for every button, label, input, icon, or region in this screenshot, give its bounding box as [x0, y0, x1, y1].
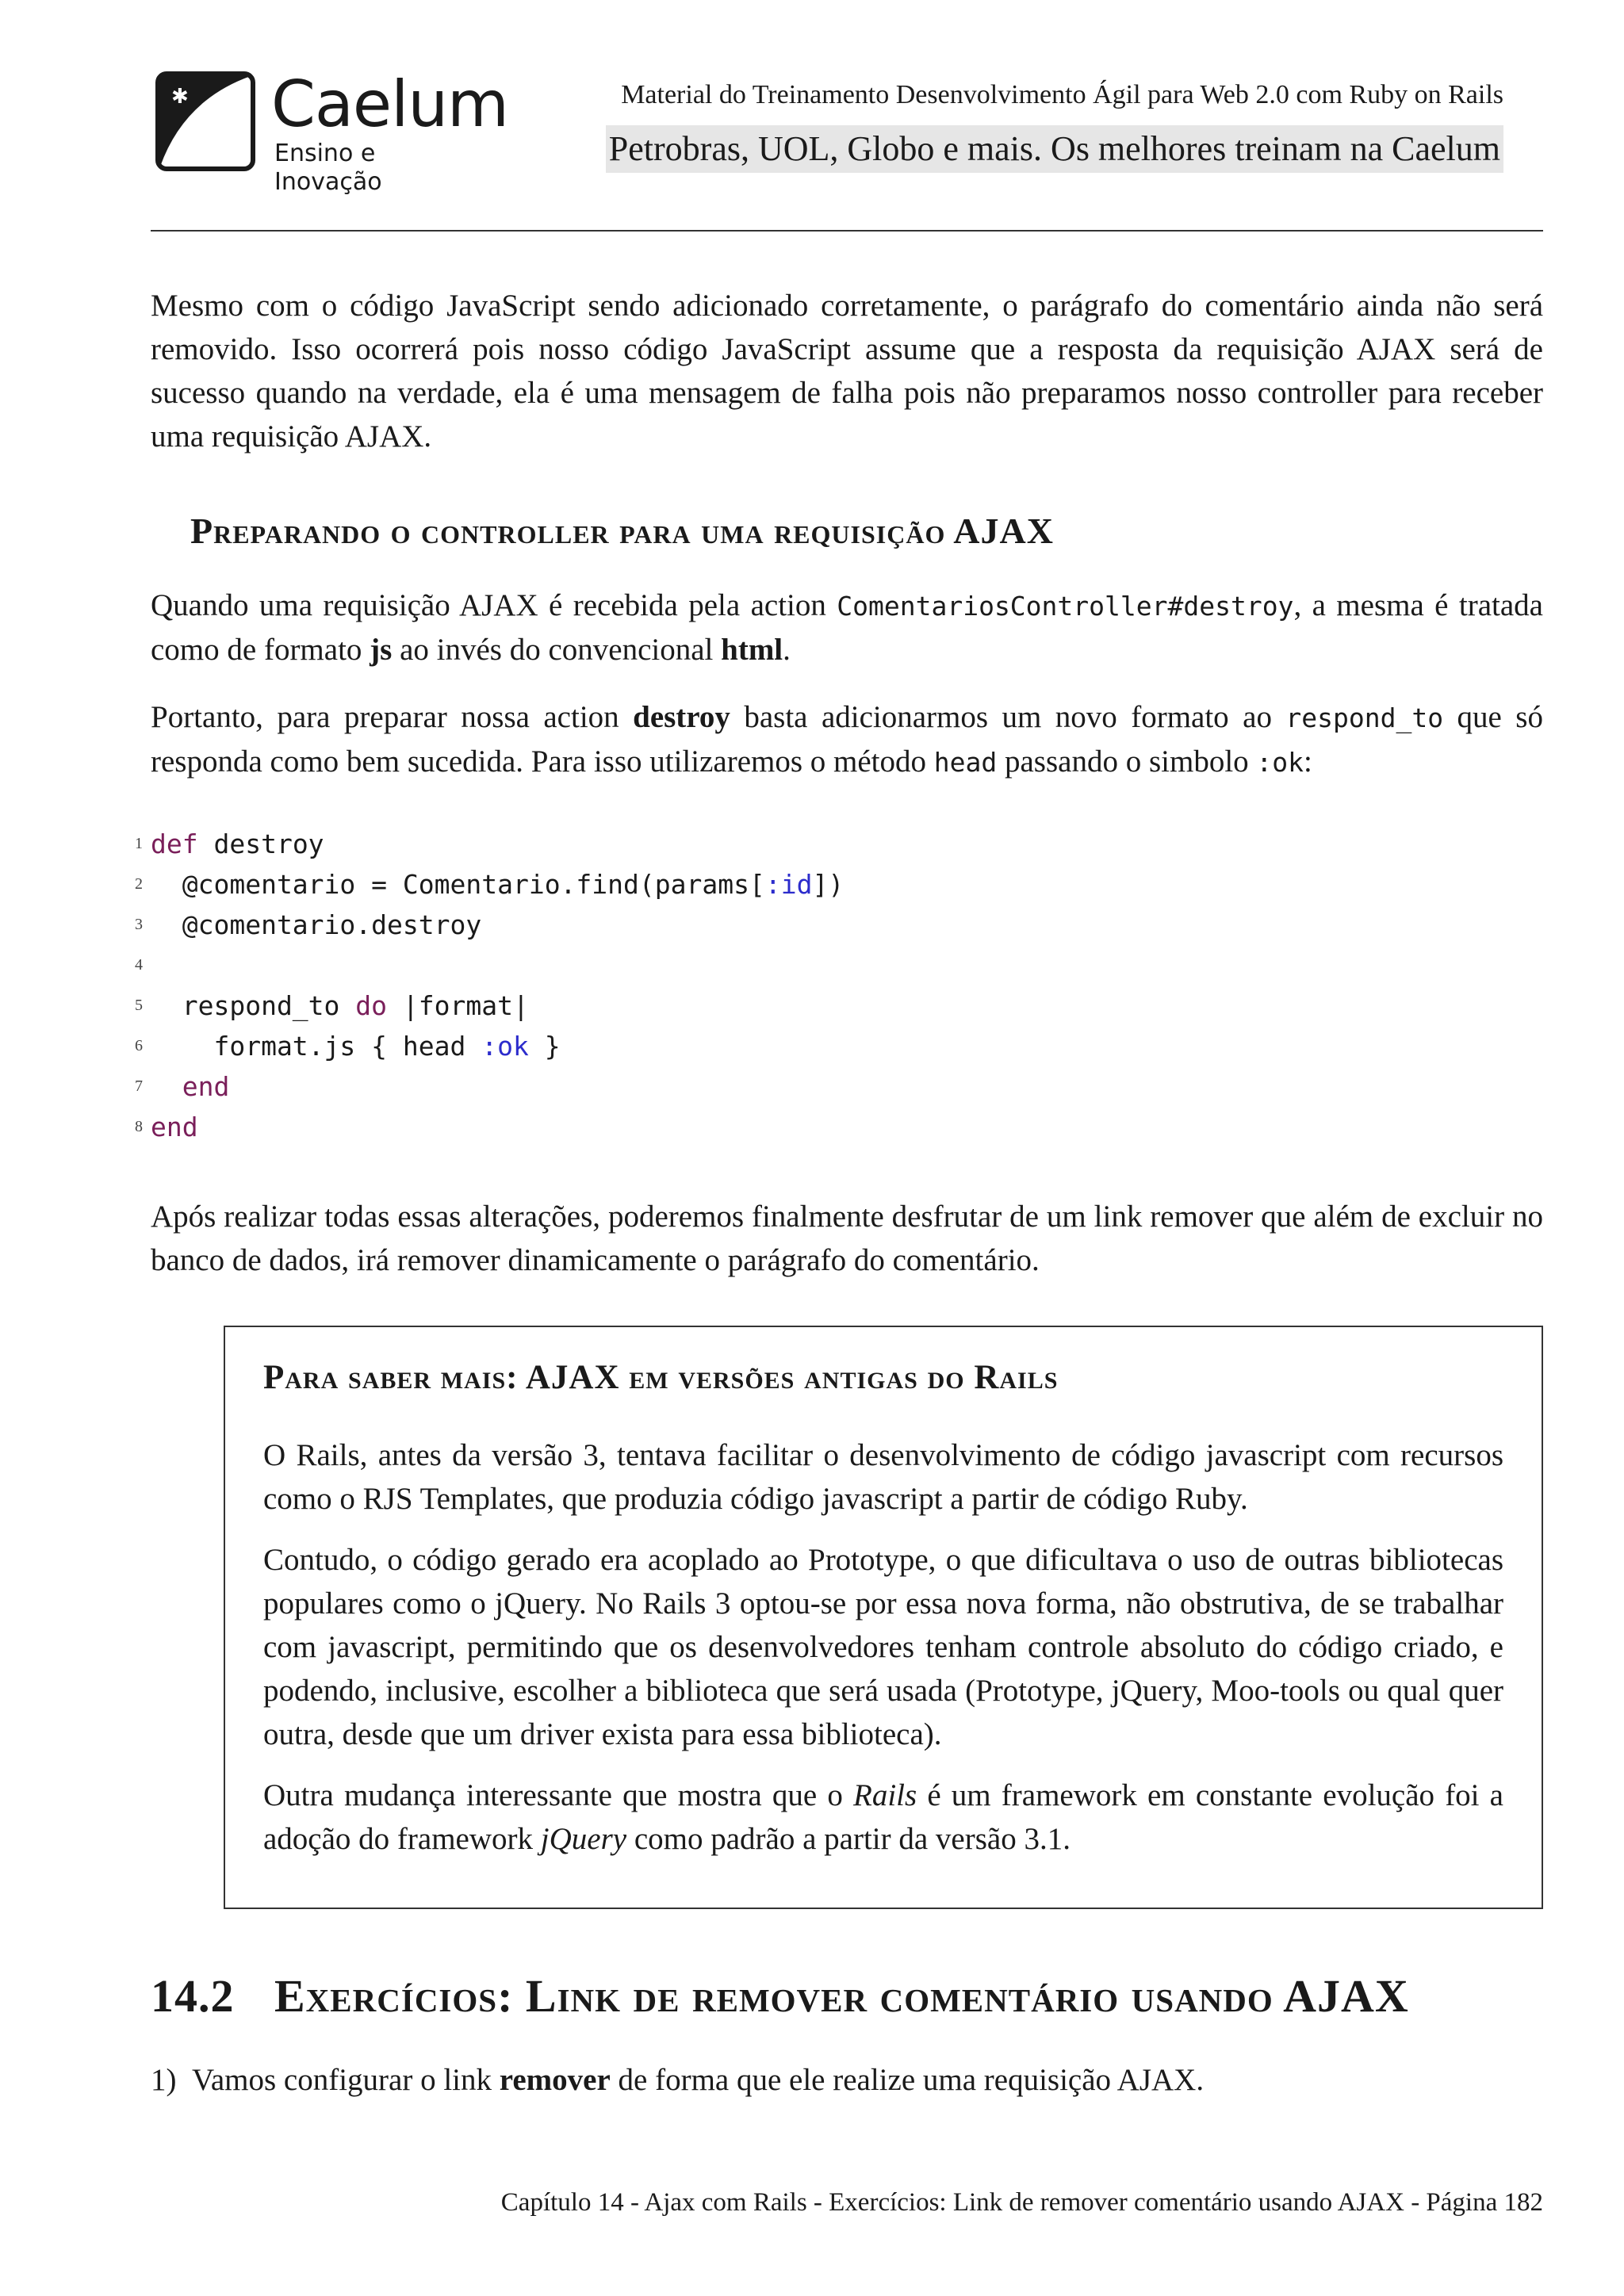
text-run: é um framework em constante evolução foi a adoção do framework — [263, 1778, 1503, 1856]
code-text: destroy — [197, 828, 324, 859]
inline-code: respond_to — [1285, 702, 1444, 733]
section-block — [151, 1966, 1543, 2102]
exercise-item — [151, 2058, 1543, 2102]
intro-paragraph: Mesmo com o código JavaScript sendo adicionado corretamente, o parágrafo do comentário ainda não será removido. Isso ocorrerá pois nosso código JavaScript assume que a resposta da requisição AJAX será de sucesso quando na verdade, ela é uma mensagem de falha pois não preparamos nosso controller para receber uma requisição AJAX. — [151, 289, 1543, 453]
after-code-paragraph: Após realizar todas essas alterações, poderemos finalmente desfrutar de um link remover que além de excluir no banco de dados, irá remover dinamicamente o parágrafo do comentário. — [151, 1200, 1543, 1277]
info-box-title: Para saber mais: AJAX em versões antigas do Rails — [263, 1359, 1059, 1396]
code-symbol: :ok — [481, 1031, 529, 1062]
page-footer: Capítulo 14 - Ajax com Rails - Exercícios: Link de remover comentário usando AJAX - Página 182 — [500, 2188, 1543, 2217]
text-run: Portanto, para preparar nossa action — [151, 700, 634, 734]
header-divider — [151, 230, 1543, 232]
code-text: |format| — [387, 990, 529, 1021]
line-number: 4 — [135, 956, 143, 974]
code-text: } — [528, 1031, 561, 1062]
bold-term: js — [370, 633, 393, 667]
code-text: respond_to — [151, 990, 356, 1021]
code-line — [135, 1107, 1543, 1147]
subsection-paragraph-1 — [151, 584, 1543, 672]
text-run: . — [783, 633, 791, 667]
text-run: , a mesma é tratada como de formato — [151, 588, 1543, 667]
inline-code: :ok — [1256, 747, 1304, 778]
subsection-paragraph-2 — [151, 695, 1543, 784]
info-box-paragraph-1: O Rails, antes da versão 3, tentava facilitar o desenvolvimento de código javascript com recursos como o RJS Templates, que produzia código javascript a partir de código Ruby. — [263, 1438, 1503, 1516]
code-listing — [135, 824, 1543, 1147]
line-number: 7 — [135, 1077, 143, 1095]
code-line — [135, 905, 1543, 945]
code-line — [135, 1066, 1543, 1107]
code-keyword: do — [355, 990, 388, 1021]
line-number: 6 — [135, 1037, 143, 1054]
info-box — [224, 1326, 1543, 1909]
logo-name: Caelum — [271, 67, 508, 141]
code-symbol: :id — [764, 869, 813, 900]
text-run: : — [1304, 744, 1312, 779]
section-heading — [151, 1966, 1543, 2026]
text-run: passando o simbolo — [997, 744, 1257, 779]
code-line — [135, 824, 1543, 864]
text-run: como padrão a partir da versão 3.1. — [626, 1822, 1071, 1856]
caelum-logo-mark-icon — [155, 71, 255, 171]
code-text: @comentario.destroy — [151, 909, 482, 940]
code-keyword: def — [151, 828, 198, 859]
header-title: Material do Treinamento Desenvolvimento Ágil para Web 2.0 com Ruby on Rails — [621, 80, 1503, 109]
logo-tagline: Ensino e Inovação — [274, 140, 382, 196]
exercise-number: 1) — [151, 2063, 177, 2097]
bold-term: remover — [499, 2063, 611, 2097]
main-content — [135, 284, 1543, 1282]
inline-code: ComentariosController#destroy — [837, 591, 1294, 622]
text-run: Vamos configurar o link — [192, 2063, 500, 2097]
code-keyword: end — [151, 1112, 198, 1142]
italic-term: Rails — [853, 1778, 917, 1812]
section-number: 14.2 — [151, 1970, 235, 2022]
caelum-logo — [155, 67, 508, 196]
text-run: de forma que ele realize uma requisição AJAX. — [610, 2063, 1205, 2097]
subsection-title: Preparando o controller para uma requisição AJAX — [190, 511, 1054, 551]
line-number: 3 — [135, 916, 143, 933]
line-number: 5 — [135, 997, 143, 1014]
code-keyword: end — [182, 1071, 230, 1102]
code-text: format.js { head — [151, 1031, 482, 1062]
code-line — [135, 985, 1543, 1026]
svg-text:✱: ✱ — [171, 85, 189, 109]
text-run: ao invés do convencional — [392, 633, 722, 667]
section-title: Exercícios: Link de remover comentário usando AJAX — [274, 1970, 1409, 2022]
bold-term: destroy — [633, 700, 730, 734]
info-box-paragraph-2: Contudo, o código gerado era acoplado ao Prototype, o que dificultava o uso de outras bibliotecas populares como o jQuery. No Rails 3 optou-se por essa nova forma, não obstrutiva, de se trabalhar com javascript, permitindo que os desenvolvedores tenham controle absoluto do código criado, e podendo, inclusive, escolher a biblioteca que será usada (Prototype, jQuery, Moo-tools ou qual quer outra, desde que um driver exista para essa biblioteca). — [263, 1543, 1503, 1751]
code-line — [135, 1026, 1543, 1066]
text-run: que só responda como bem sucedida. Para isso utilizaremos o método — [151, 700, 1543, 779]
code-text: @comentario = Comentario.find(params[ — [151, 869, 765, 900]
line-number: 2 — [135, 875, 143, 893]
text-run: Outra mudança interessante que mostra que o — [263, 1778, 854, 1812]
code-line — [135, 945, 1543, 985]
code-line — [135, 864, 1543, 905]
page-header — [606, 76, 1503, 173]
text-run: basta adicionarmos um novo formato ao — [730, 700, 1286, 734]
code-text: ]) — [812, 869, 845, 900]
text-run: Quando uma requisição AJAX é recebida pela action — [151, 588, 837, 622]
inline-code: head — [933, 747, 998, 778]
bold-term: html — [721, 633, 783, 667]
header-slogan: Petrobras, UOL, Globo e mais. Os melhores treinam na Caelum — [606, 125, 1503, 173]
italic-term: jQuery — [540, 1822, 627, 1856]
line-number: 8 — [135, 1118, 143, 1135]
line-number: 1 — [135, 835, 143, 852]
info-box-paragraph-3 — [263, 1774, 1503, 1861]
